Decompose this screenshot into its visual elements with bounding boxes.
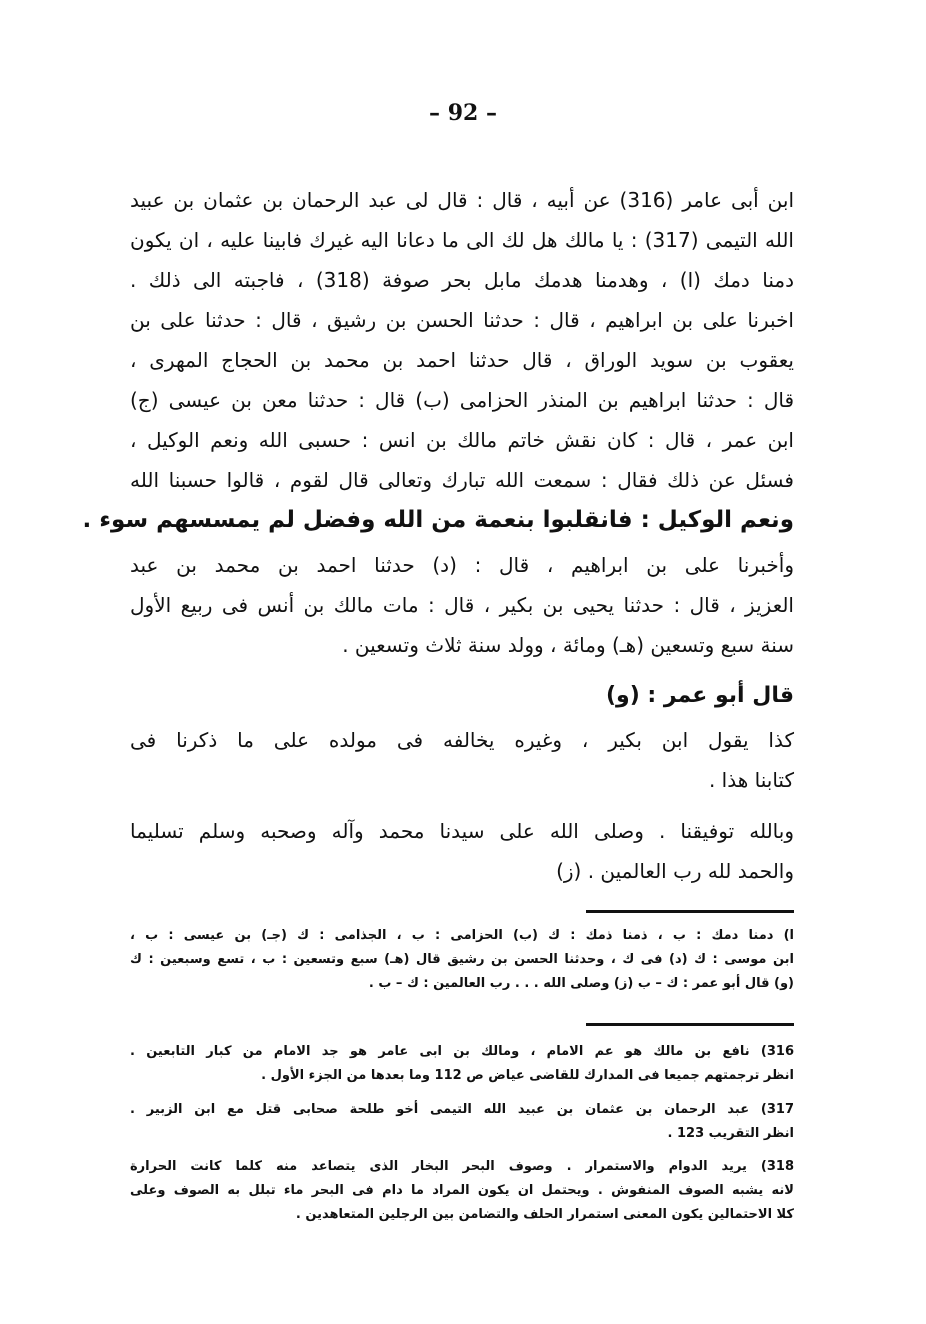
text-line: ابن أبى عامر (316) عن أبيه ، قال : قال لى عبد الرحمان بن عثمان بن عبيد	[130, 188, 794, 212]
text-line: يعقوب بن سويد الوراق ، قال حدثنا احمد بن محمد بن الحجاج المهرى ،	[130, 348, 794, 372]
variant-line: ابن موسى : ك (د) فى ك ، وحدثنا الحسن بن رشيق قال (هـ) سبع وتسعين : ب ، تسع وسبعين : ك	[130, 952, 794, 967]
note-line: كلا الاحتمالين يكون المعنى استمرار الحلف والتضامن بين الرجلين المتعاهدين .	[295, 1207, 794, 1222]
text-line: قال : حدثنا ابراهيم بن المنذر الحزامى (ب) قال : حدثنا معن بن عيسى (ج)	[130, 388, 794, 412]
note-line: 316) نافع بن مالك هو عم الامام ، ومالك بن ابى عامر هو جد الامام من كبار التابعين .	[130, 1044, 794, 1059]
text-line: وأخبرنا على بن ابراهيم ، قال : (د) حدثنا احمد بن محمد بن عبد	[130, 553, 794, 577]
text-line: كذا يقول ابن بكير ، وغيره يخالفه فى مولده على ما ذكرنا فى	[130, 728, 794, 752]
main-paragraph-2	[130, 545, 794, 665]
note-line: انظر التقريب 123 .	[667, 1126, 794, 1141]
variant-line: (و) قال أبو عمر : ك – ب (ز) وصلى الله . . . رب العالمين : ك – ب .	[368, 976, 794, 991]
text-line: الله التيمى (317) : يا مالك هل لك الى ما دعانا اليه غيرك فابينا عليه ، ان يكون	[130, 228, 794, 252]
note-line: انظر ترجمتهم جميعا فى المدارك للقاضى عياض ص 112 وما بعدها من الجزء الأول .	[261, 1068, 794, 1083]
section-heading: قال أبو عمر : (و)	[605, 683, 794, 708]
text-line: سنة سبع وتسعين (هـ) ومائة ، وولد سنة ثلاث وتسعين .	[342, 633, 794, 657]
main-paragraph-4	[130, 811, 794, 891]
quran-quote-line: ونعم الوكيل : فانقلبوا بنعمة من الله وفضل لم يمسسهم سوء .	[82, 507, 794, 533]
text-line: كتابنا هذا .	[708, 768, 794, 792]
main-paragraph-1	[82, 180, 794, 540]
text-line: وبالله توفيقنا . وصلى الله على سيدنا محمد وآله وصحبه وسلم تسليما	[130, 819, 794, 843]
notes-divider	[586, 1023, 794, 1026]
variant-line: ا) دمنا دمك : ب ، ذمنا ذمك : ك (ب) الحزامى : ب ، الجذامى : ك (جـ) بن عيسى : ب ،	[130, 928, 794, 943]
note-317	[130, 1098, 794, 1146]
note-318	[130, 1155, 794, 1227]
note-line: 317) عبد الرحمان بن عثمان بن عبيد الله التيمى أخو طلحة صحابى قتل مع ابن الزبير .	[130, 1102, 794, 1117]
text-line: دمنا دمك (ا) ، وهدمنا هدمك مابل بحر صوفة (318) ، فاجبته الى ذلك .	[130, 268, 794, 292]
text-line: العزيز ، قال : حدثنا يحيى بن بكير ، قال : مات مالك بن أنس فى ربيع الأول	[130, 593, 794, 617]
text-line: فسئل عن ذلك فقال : سمعت الله تبارك وتعالى قال لقوم ، قالوا حسبنا الله	[130, 468, 794, 492]
text-line: اخبرنا على بن ابراهيم ، قال : حدثنا الحسن بن رشيق ، قال : حدثنا على بن	[130, 308, 794, 332]
note-line: لانه يشبه الصوف المنفوش . ويحتمل ان يكون المراد ما دام فى البحر ماء تبلل به الصوف وعلى	[130, 1183, 794, 1198]
text-line: ابن عمر ، قال : كان نقش خاتم مالك بن انس : حسبى الله ونعم الوكيل ،	[130, 428, 794, 452]
note-316	[130, 1040, 794, 1088]
main-paragraph-3	[130, 720, 794, 800]
page-number: – 92 –	[429, 100, 497, 126]
text-line: والحمد لله رب العالمين . (ز)	[556, 859, 794, 883]
note-line: 318) يريد الدوام والاستمرار . وصوف البحر البخار الذى يتصاعد منه كلما كانت الحرارة	[130, 1159, 794, 1174]
footnote-divider	[586, 910, 794, 913]
variant-readings	[130, 924, 794, 996]
